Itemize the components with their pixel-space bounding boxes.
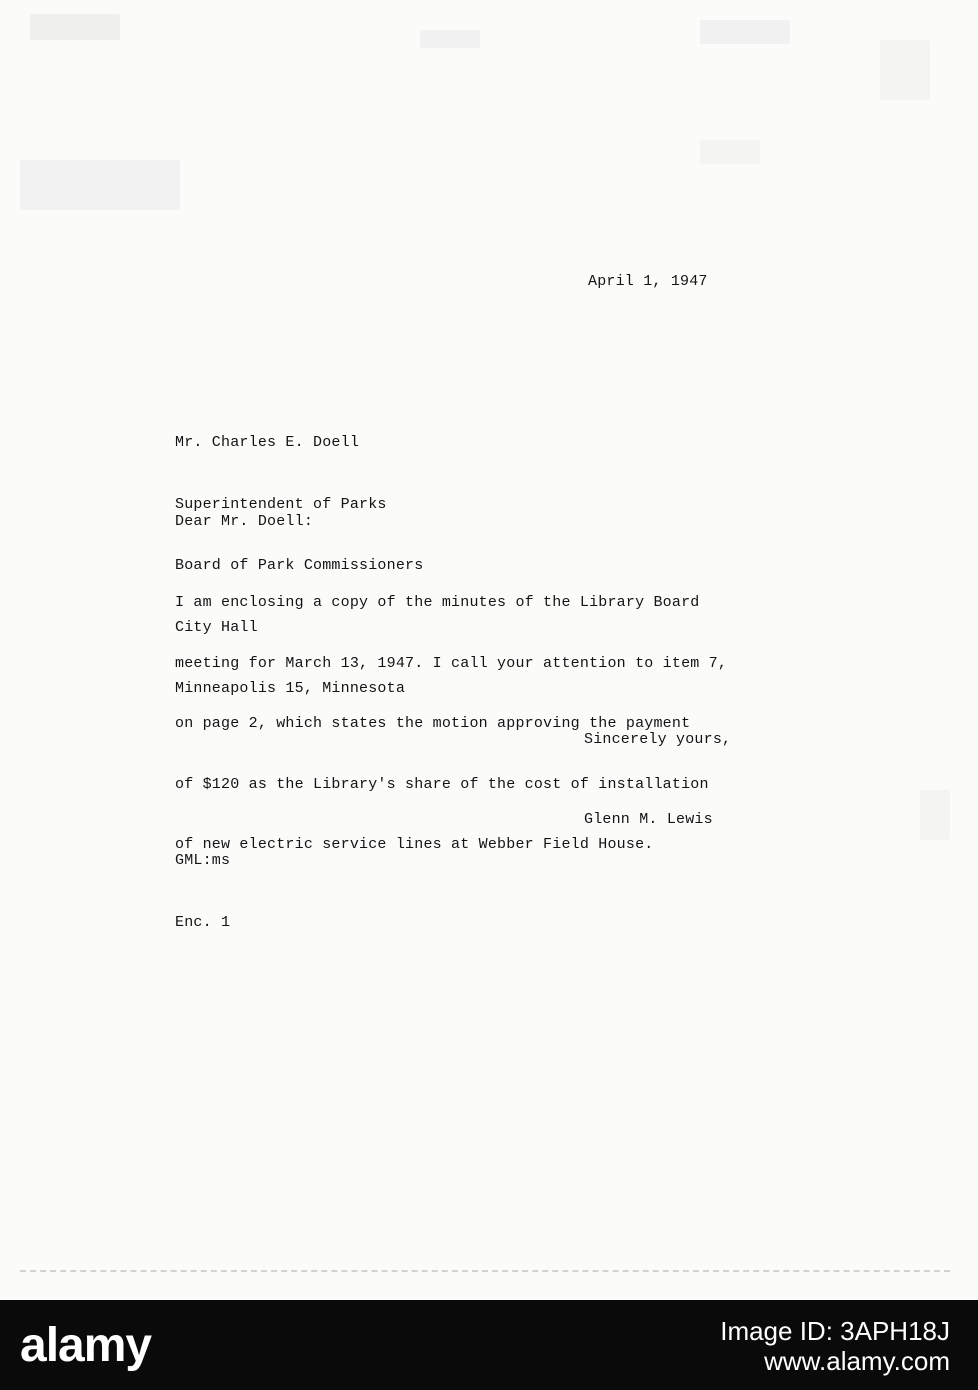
footer-url: www.alamy.com <box>764 1346 950 1376</box>
watermark-footer <box>0 1300 978 1390</box>
scan-speck <box>700 140 760 164</box>
reference-initials: GML:ms <box>175 852 231 869</box>
body-line: I am enclosing a copy of the minutes of the Library Board <box>175 594 700 611</box>
recipient-building: City Hall <box>175 618 258 636</box>
signer-name: Glenn M. Lewis <box>584 811 713 828</box>
image-id: Image ID: 3APH18J <box>720 1316 950 1346</box>
closing: Sincerely yours, <box>584 731 732 748</box>
scan-speck <box>880 40 930 100</box>
letter-body <box>175 552 727 896</box>
recipient-organization: Board of Park Commissioners <box>175 557 424 574</box>
letter-date: April 1, 1947 <box>588 273 708 290</box>
recipient-city: Minneapolis 15, Minnesota <box>175 680 406 697</box>
body-line: on page 2, which states the motion approving the payment <box>175 715 691 732</box>
scan-speck <box>30 14 120 40</box>
enclosure-note: Enc. 1 <box>175 913 231 931</box>
body-line: meeting for March 13, 1947. I call your attention to item 7, <box>175 654 728 672</box>
scan-speck <box>20 160 180 210</box>
body-line: of $120 as the Library's share of the cost of installation <box>175 775 709 793</box>
salutation: Dear Mr. Doell: <box>175 513 314 530</box>
brand-logo: alamy <box>20 1319 152 1372</box>
scan-speck <box>700 20 790 44</box>
scan-speck <box>420 30 480 48</box>
recipient-title: Superintendent of Parks <box>175 495 387 513</box>
body-line: of new electric service lines at Webber Field House. <box>175 836 654 853</box>
scan-edge-line <box>20 1270 950 1272</box>
reference-block <box>175 810 230 974</box>
footer-info <box>720 1316 950 1376</box>
scan-speck <box>920 790 950 840</box>
recipient-name: Mr. Charles E. Doell <box>175 434 360 451</box>
